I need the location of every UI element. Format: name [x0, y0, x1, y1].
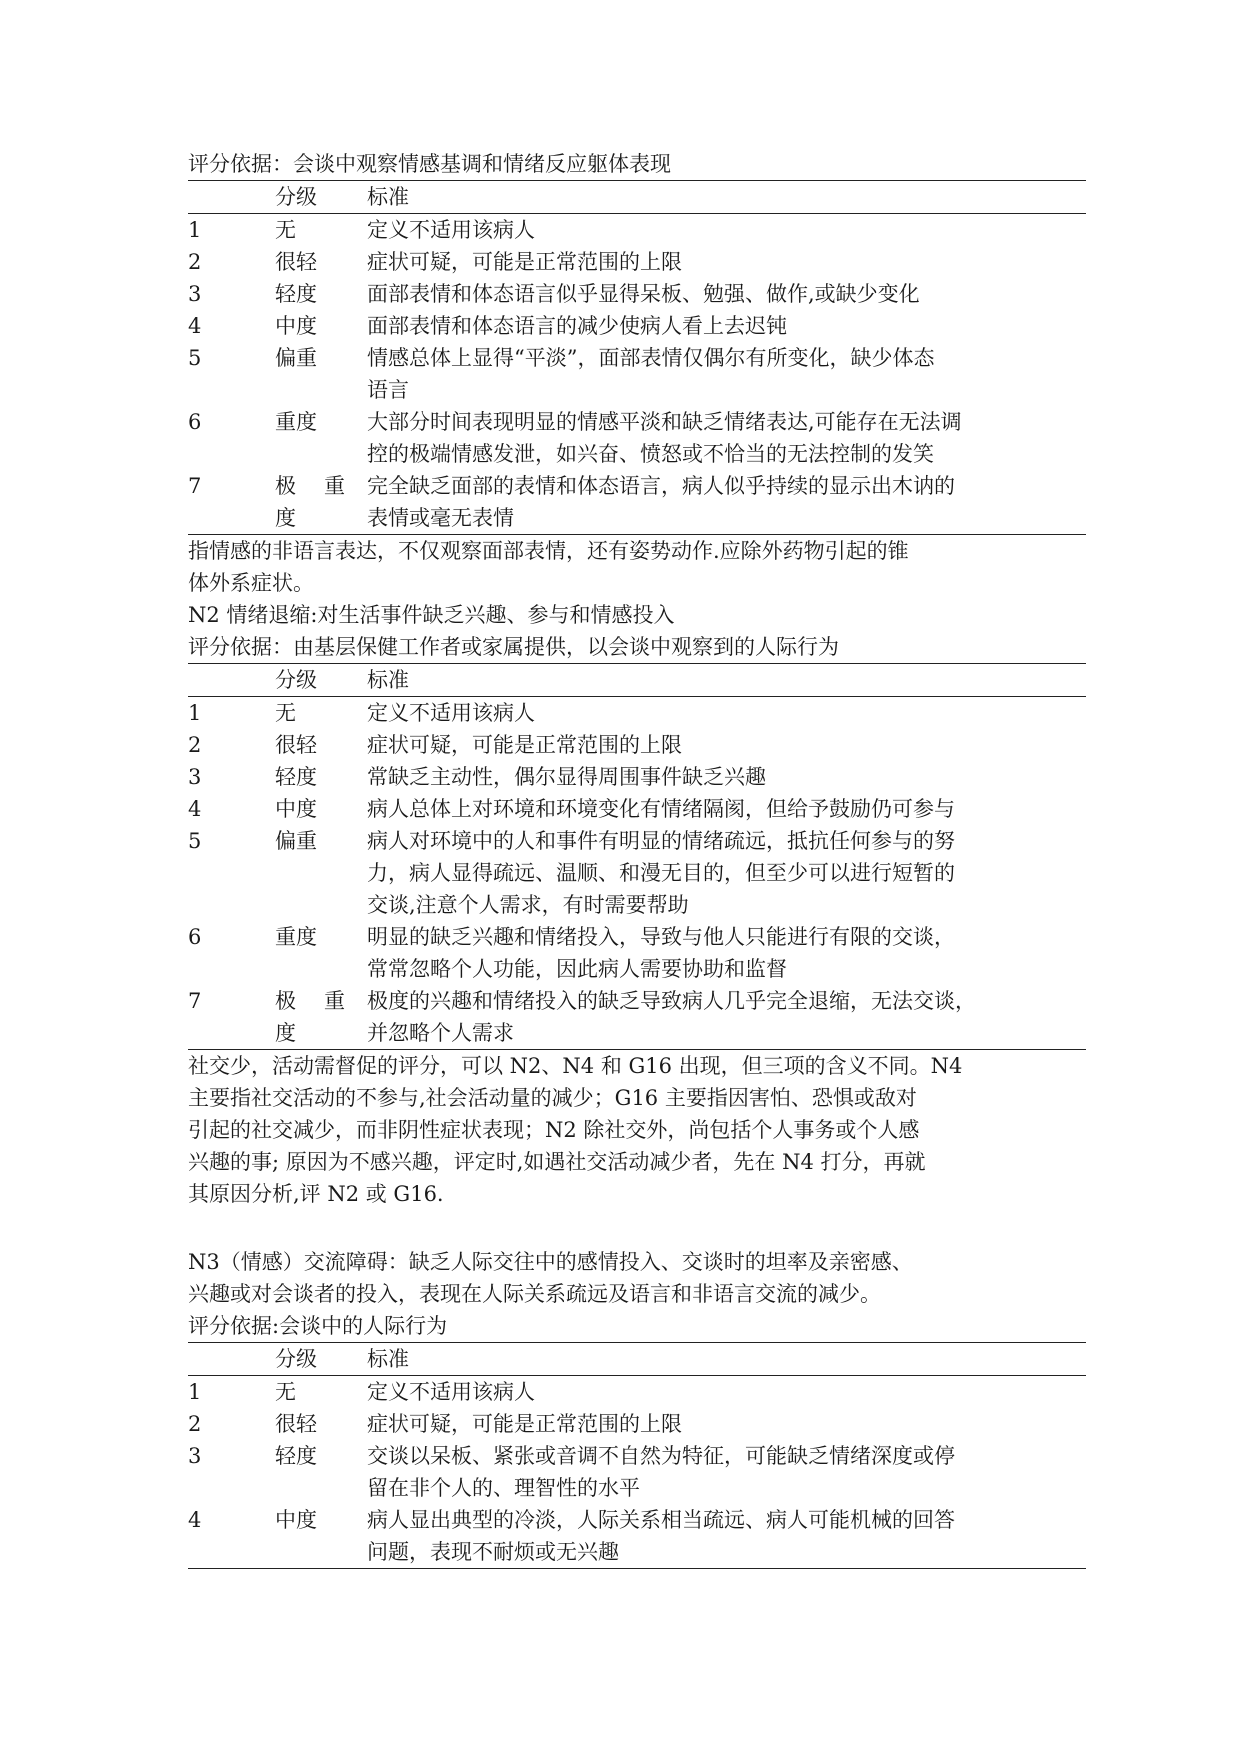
section1-grade-table [188, 180, 1086, 535]
header-standard: 标准 [367, 1343, 1086, 1376]
table-row: 7 极 重 度 极度的兴趣和情绪投入的缺乏导致病人几乎完全退缩，无法交谈， 并忽略个人需求 [188, 985, 1086, 1050]
table-row: 6 重度 明显的缺乏兴趣和情绪投入，导致与他人只能进行有限的交谈， 常常忽略个人功能，因此病人需要协助和监督 [188, 925, 955, 981]
table-row: 3 轻度 常缺乏主动性，偶尔显得周围事件缺乏兴趣 [188, 765, 766, 789]
section1-note: 指情感的非语言表达，不仅观察面部表情，还有姿势动作.应除外药物引起的锥 体外系症状。 [188, 539, 909, 595]
table-row: 2 很轻 症状可疑，可能是正常范围的上限 [188, 1412, 682, 1436]
table-row: 4 中度 病人总体上对环境和环境变化有情绪隔阂，但给予鼓励仍可参与 [188, 797, 955, 821]
table-row: 7 极 重 度 完全缺乏面部的表情和体态语言，病人似乎持续的显示出木讷的 表情或毫无表情 [188, 470, 1086, 535]
header-level: 分级 [275, 664, 367, 697]
table-row: 2 很轻 症状可疑，可能是正常范围的上限 [188, 733, 682, 757]
table-header-row [188, 664, 1086, 697]
table-row: 3 轻度 交谈以呆板、紧张或音调不自然为特征，可能缺乏情绪深度或停 留在非个人的、理智性的水平 [188, 1444, 955, 1500]
table-row: 5 偏重 情感总体上显得“平淡”，面部表情仅偶尔有所变化，缺少体态 语言 [188, 346, 935, 402]
header-level: 分级 [275, 1343, 367, 1376]
section3-basis: 评分依据:会谈中的人际行为 [188, 1314, 448, 1338]
section2-basis: 评分依据：由基层保健工作者或家属提供，以会谈中观察到的人际行为 [188, 635, 839, 659]
section3-title: N3（情感）交流障碍：缺乏人际交往中的感情投入、交谈时的坦率及亲密感、 兴趣或对会谈者的投入，表现在人际关系疏远及语言和非语言交流的减少。 [188, 1250, 913, 1306]
table-row: 2 很轻 症状可疑，可能是正常范围的上限 [188, 250, 682, 274]
section1-basis: 评分依据：会谈中观察情感基调和情绪反应躯体表现 [188, 152, 671, 176]
table-row: 1 无 定义不适用该病人 [188, 218, 535, 242]
section3-grade-table [188, 1342, 1086, 1569]
header-level: 分级 [275, 181, 367, 214]
section2-title: N2 情绪退缩:对生活事件缺乏兴趣、参与和情感投入 [188, 603, 675, 627]
section2-note: 社交少，活动需督促的评分，可以 N2、N4 和 G16 出现，但三项的含义不同。N4 主要指社交活动的不参与,社会活动量的减少；G16 主要指因害怕、恐惧或敌对 引起的社交减少，而非阴性症状表现；N2 除社交外，尚包括个人事务或个人感 兴趣的事; 原因为不感兴趣，评定时,如遇社交活动减少者，先在 N4 打分，再就 其原因分析,评 N2 或 G16. [188, 1054, 963, 1206]
table-row: 1 无 定义不适用该病人 [188, 701, 535, 725]
table-header-row [188, 181, 1086, 214]
document-page [188, 148, 1086, 1569]
table-row: 4 中度 病人显出典型的冷淡，人际关系相当疏远、病人可能机械的回答 问题，表现不耐烦或无兴趣 [188, 1504, 1086, 1569]
table-row: 5 偏重 病人对环境中的人和事件有明显的情绪疏远，抵抗任何参与的努 力，病人显得疏远、温顺、和漫无目的，但至少可以进行短暂的 交谈,注意个人需求，有时需要帮助 [188, 829, 955, 917]
table-row: 4 中度 面部表情和体态语言的减少使病人看上去迟钝 [188, 314, 787, 338]
section2-grade-table [188, 663, 1086, 1050]
table-row: 1 无 定义不适用该病人 [188, 1380, 535, 1404]
table-row: 3 轻度 面部表情和体态语言似乎显得呆板、勉强、做作,或缺少变化 [188, 282, 920, 306]
table-header-row [188, 1343, 1086, 1376]
header-standard: 标准 [367, 181, 1086, 214]
table-row: 6 重度 大部分时间表现明显的情感平淡和缺乏情绪表达,可能存在无法调 控的极端情感发泄，如兴奋、愤怒或不恰当的无法控制的发笑 [188, 410, 962, 466]
header-standard: 标准 [367, 664, 1086, 697]
